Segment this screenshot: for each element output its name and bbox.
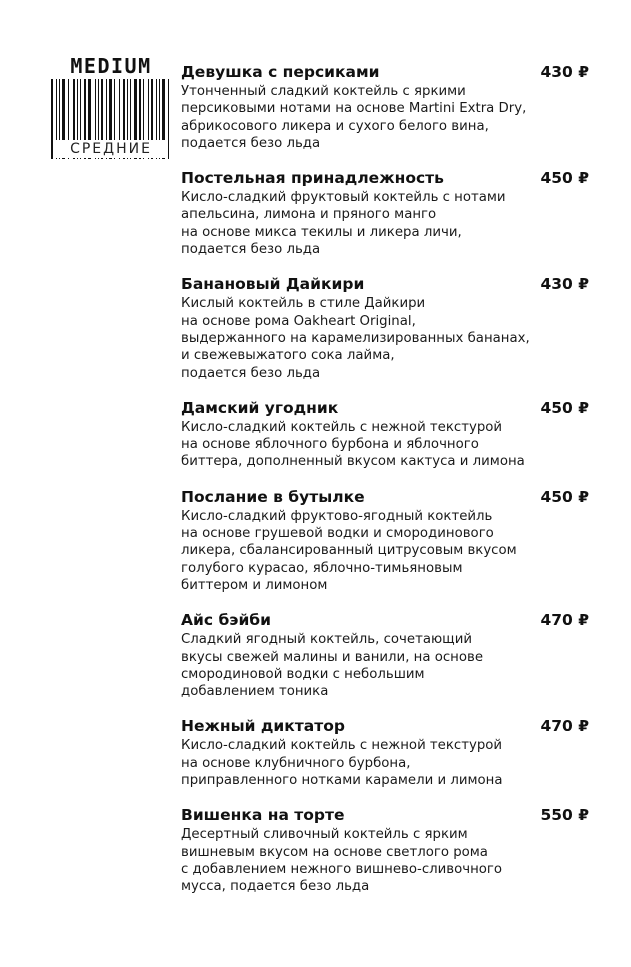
item-name: Банановый Дайкири: [181, 275, 365, 294]
item-price: 430 ₽: [540, 63, 589, 81]
item-price: 450 ₽: [540, 398, 589, 417]
item-name: Нежный диктатор: [181, 717, 345, 736]
category-badge: [49, 56, 173, 159]
item-description: Кислый коктейль в стиле Дайкири на основе рома Oakheart Original, выдержанного на карамелизированных бананах, и свежевыжатого сока лайма, подается безо льда: [181, 296, 530, 381]
item-description: Кисло-сладкий фруктово-ягодный коктейль на основе грушевой водки и смородинового ликера, сбалансированный цитрусовым вкусом голубого курасао, яблочно-тимьяновым биттером и лимоном: [181, 508, 517, 593]
item-description: Кисло-сладкий коктейль с нежной текстурой на основе яблочного бурбона и яблочного биттера, дополненный вкусом кактуса и лимона: [181, 419, 525, 470]
item-description: Утонченный сладкий коктейль с яркими персиковыми нотами на основе Martini Extra Dry, абрикосового ликера и сухого белого вина, подается безо льда: [181, 84, 527, 151]
item-name: Послание в бутылке: [181, 487, 365, 506]
item-description: Кисло-сладкий коктейль с нежной текстурой на основе клубничного бурбона, приправленного нотками карамели и лимона: [181, 738, 503, 789]
item-name: Вишенка на торте: [181, 806, 345, 825]
item-price: 430 ₽: [540, 275, 589, 294]
menu-item: [181, 61, 593, 152]
item-price: 450 ₽: [540, 169, 589, 188]
item-description: Сладкий ягодный коктейль, сочетающий вкусы свежей малины и ванили, на основе смородиновой водки с небольшим добавлением тоника: [181, 632, 484, 700]
item-description: Десертный сливочный коктейль с ярким вишневым вкусом на основе светлого рома с добавлением нежного вишнево-сливочного мусса, подается безо льда: [181, 827, 503, 895]
item-name: Девушка с персиками: [181, 63, 380, 81]
item-name: Айс бэйби: [181, 611, 271, 630]
menu-item: [181, 273, 593, 381]
menu-item: [181, 486, 593, 594]
item-price: 470 ₽: [540, 611, 589, 630]
item-price: 470 ₽: [540, 717, 589, 736]
menu-item: [181, 804, 593, 895]
category-subtitle: СРЕДНИЕ: [55, 140, 167, 158]
menu-item: [181, 167, 593, 258]
item-price: 450 ₽: [540, 487, 589, 506]
menu-item: [181, 609, 593, 700]
category-title: MEDIUM: [70, 54, 152, 78]
item-price: 550 ₽: [540, 806, 589, 825]
menu-list: [181, 61, 593, 911]
menu-item: [181, 397, 593, 471]
item-description: Кисло-сладкий фруктовый коктейль с нотами апельсина, лимона и пряного манго на основе микса текилы и ликера личи, подается безо льда: [181, 190, 506, 258]
menu-item: [181, 715, 593, 789]
item-name: Дамский угодник: [181, 398, 339, 417]
item-name: Постельная принадлежность: [181, 169, 444, 188]
